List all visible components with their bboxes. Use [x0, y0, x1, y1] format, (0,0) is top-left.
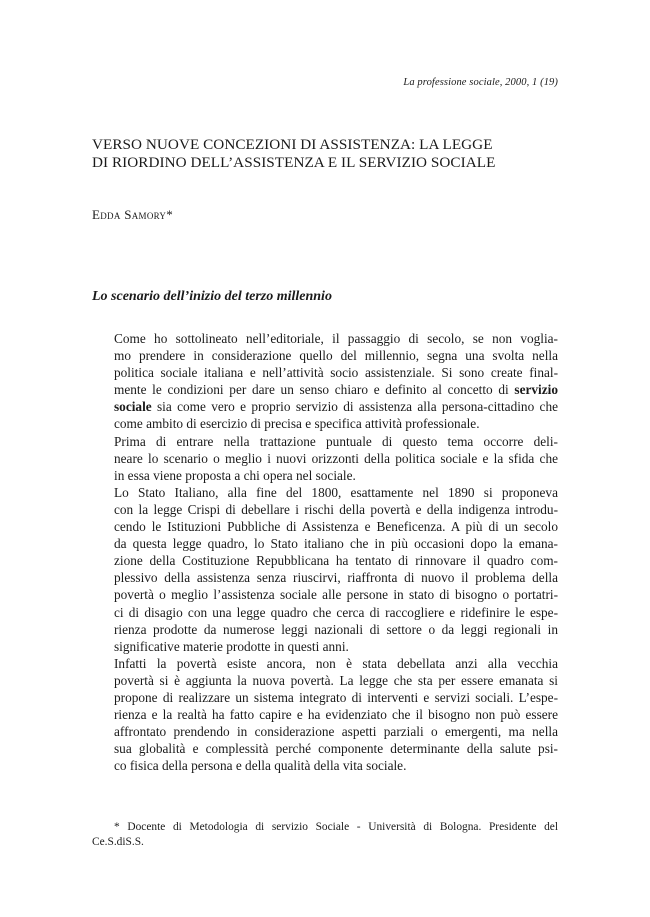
text-fragment: sia come vero e proprio servizio di assistenza alla persona-cittadino che [157, 399, 558, 415]
paragraph [92, 433, 558, 484]
paragraph [92, 655, 558, 775]
text-line: con la legge Crispi di debellare i rischi della povertà e della indigenza introdu- [114, 501, 558, 517]
text-line: ci di disagio con una legge quadro che cerca di raccogliere e ridefinire le espe- [114, 604, 558, 620]
text-line [92, 398, 558, 415]
footnote [92, 820, 558, 849]
text-line: Come ho sottolineato nell’editoriale, il passaggio di secolo, se non voglia- [114, 331, 558, 346]
text-line: plessivo della assistenza senza riuscirvi, riaffronta di nuovo il problema della [114, 570, 558, 586]
title-line: DI RIORDINO DELL’ASSISTENZA E IL SERVIZIO SOCIALE [92, 154, 496, 171]
text-line: zione della Costituzione Repubblicana ha tentato di rinnovare il quadro com- [114, 553, 558, 569]
text-line: politica sociale italiana e nell’attività socio assistenziale. Si sono create final- [114, 365, 558, 381]
text-line [92, 381, 558, 398]
text-line: neare lo scenario o meglio i nuovi orizzonti della politica sociale e la sfida che [114, 450, 558, 466]
text-line: co fisica della persona e della qualità della vita sociale. [114, 758, 407, 774]
bold-term: servizio [514, 382, 558, 398]
text-line: in essa viene proposta a chi opera nel sociale. [114, 467, 356, 483]
paragraph [92, 484, 558, 655]
text-line: Infatti la povertà esiste ancora, non è stata debellata anzi alla vecchia [114, 655, 558, 671]
text-line: povertà si è aggiunta la nuova povertà. La legge che sta per essere emanata si [114, 672, 558, 688]
section-heading: Lo scenario dell’inizio del terzo millennio [92, 289, 332, 304]
body-text [92, 330, 558, 774]
footnote-line: Ce.S.diS.S. [92, 835, 144, 848]
text-line: mo prendere in considerazione quello del millennio, segna una svolta nella [114, 348, 558, 364]
text-line: Lo Stato Italiano, alla fine del 1800, esattamente nel 1890 si proponeva [114, 484, 558, 500]
text-line: cendo le Istituzioni Pubbliche di Assistenza e Beneficenza. A più di un secolo [114, 519, 558, 535]
text-line: povertà o meglio l’assistenza sociale alle persone in stato di bisogno o portatri- [114, 587, 558, 603]
text-fragment: mente le condizioni per dare un senso chiaro e definito al concetto di [114, 382, 509, 398]
title-line: VERSO NUOVE CONCEZIONI DI ASSISTENZA: LA LEGGE [92, 136, 493, 153]
text-line: Prima di entrare nella trattazione puntuale di questo tema occorre deli- [114, 433, 558, 449]
text-line: sua globalità e complessità perché componente determinante della salute psi- [114, 741, 558, 757]
bold-term: sociale [114, 399, 152, 415]
text-line: significative materie prodotte in questi anni. [114, 638, 349, 654]
text-line: propone di realizzare un sistema integrato di interventi e servizi sociali. L’espe- [114, 689, 558, 705]
footnote-line: * Docente di Metodologia di servizio Sociale - Università di Bologna. Presidente del [114, 821, 558, 833]
article-title [92, 136, 558, 172]
text-line: da questa legge quadro, lo Stato italiano che in più occasioni dopo la emana- [114, 536, 558, 552]
author-name: Edda Samory* [92, 207, 174, 222]
running-head: La professione sociale, 2000, 1 (19) [403, 77, 558, 88]
text-line: rienza e la realtà ha fatto capire e ha evidenziato che il bisogno non può essere [114, 707, 558, 723]
text-line: rienza prodotte da numerose leggi nazionali di settore o da leggi regionali in [114, 621, 558, 637]
text-line: affrontato prendendo in considerazione aspetti parziali o emergenti, ma nella [114, 724, 558, 740]
paragraph [92, 330, 558, 433]
text-line: come ambito di esercizio di precisa e specifica attività professionale. [114, 416, 480, 432]
